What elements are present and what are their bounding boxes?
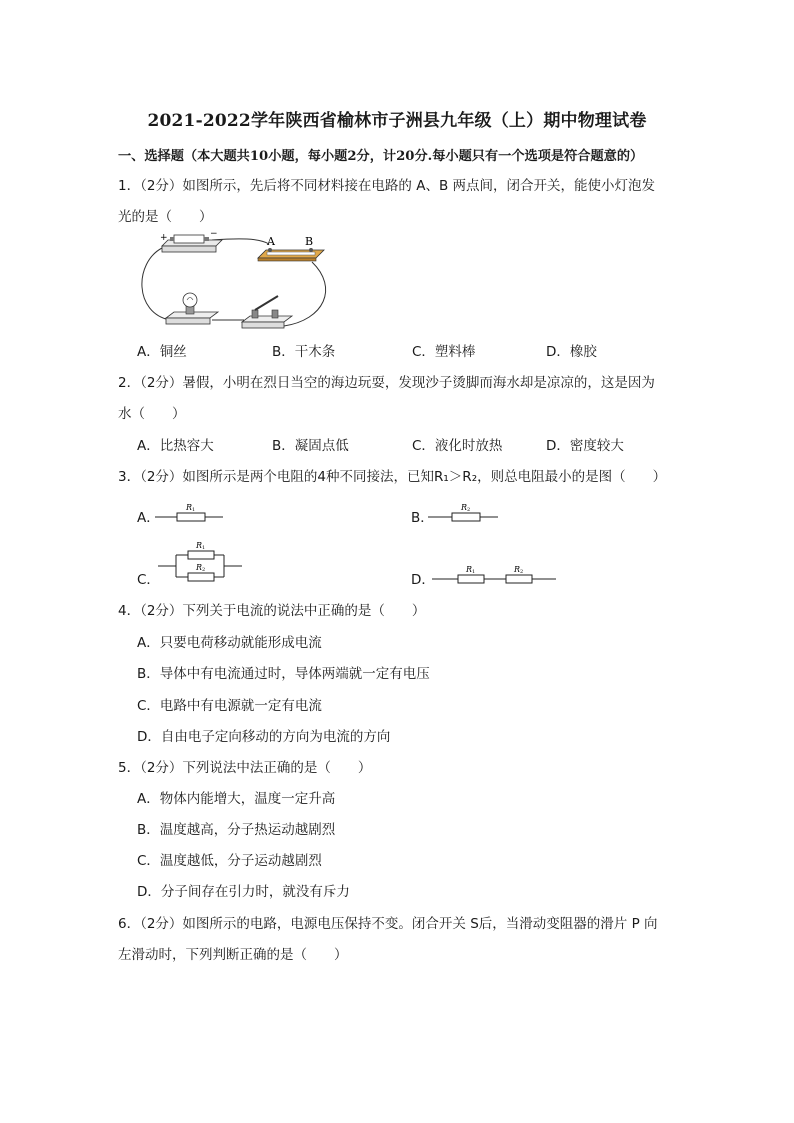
q1-option-d[interactable]: D．橡胶	[546, 344, 597, 360]
q3-diagram-c	[158, 537, 244, 583]
resistor-r1	[177, 513, 205, 521]
q3-option-a[interactable]: A．	[137, 510, 160, 526]
q5-option-a[interactable]: A．物体内能增大，温度一定升高	[137, 791, 336, 807]
q5-stem: 5．（2分）下列说法中法正确的是（ ）	[118, 760, 372, 776]
series-r2-label: R	[514, 565, 521, 574]
q4-option-a[interactable]: A．只要电荷移动就能形成电流	[137, 635, 322, 651]
battery-plus-label: +	[160, 233, 168, 243]
parallel-r2-subscript: 2	[202, 567, 206, 573]
q4-option-c[interactable]: C．电路中有电源就一定有电流	[137, 698, 322, 714]
q1-stem-line1: 1．（2分）如图所示，先后将不同材料接在电路的 A、B 两点间，闭合开关，能使小灯泡发	[118, 178, 656, 194]
q3-option-b[interactable]: B．	[411, 510, 434, 526]
q2-option-d[interactable]: D．密度较大	[546, 438, 624, 454]
q3-option-c[interactable]: C．	[137, 572, 160, 588]
q2-option-a[interactable]: A．比热容大	[137, 438, 214, 454]
parallel-r1-label: R	[196, 541, 203, 550]
point-a-label: A	[267, 235, 275, 248]
light-bulb-icon	[166, 293, 218, 324]
r1-subscript: 1	[192, 507, 196, 513]
series-resistor-r2	[506, 575, 532, 583]
q1-option-c[interactable]: C．塑料棒	[412, 344, 476, 360]
q1-stem-line2: 光的是（ ）	[118, 209, 213, 225]
q4-option-d[interactable]: D．自由电子定向移动的方向为电流的方向	[137, 729, 391, 745]
parallel-resistor-r1	[188, 551, 214, 559]
series-resistor-r1	[458, 575, 484, 583]
q6-stem-line2: 左滑动时，下列判断正确的是（ ）	[118, 947, 348, 963]
series-r1-label: R	[466, 565, 473, 574]
r1-label: R	[186, 503, 193, 512]
q2-option-c[interactable]: C．液化时放热	[412, 438, 503, 454]
q3-diagram-d	[432, 562, 558, 588]
parallel-r1-subscript: 1	[202, 545, 206, 551]
q3-diagram-a	[155, 500, 225, 526]
q1-circuit-figure	[134, 228, 334, 340]
wire-left	[142, 248, 170, 320]
parallel-resistor-r2	[188, 573, 214, 581]
point-b-label: B	[305, 235, 314, 248]
q2-stem-line2: 水（ ）	[118, 406, 186, 422]
q2-option-b[interactable]: B．凝固点低	[272, 438, 349, 454]
q3-diagram-b	[428, 500, 500, 526]
r2-label: R	[461, 503, 468, 512]
battery-minus-label: −	[210, 229, 218, 239]
q5-option-b[interactable]: B．温度越高，分子热运动越剧烈	[137, 822, 336, 838]
q6-stem-line1: 6．（2分）如图所示的电路，电源电压保持不变。闭合开关 S后，当滑动变阻器的滑片 P 向	[118, 916, 658, 932]
q3-stem: 3．（2分）如图所示是两个电阻的4种不同接法，已知R₁＞R₂，则总电阻最小的是图（ ）	[118, 469, 667, 485]
switch-icon	[242, 296, 292, 328]
parallel-r2-label: R	[196, 563, 203, 572]
r2-subscript: 2	[467, 507, 471, 513]
q1-option-b[interactable]: B．干木条	[272, 344, 336, 360]
resistor-r2	[452, 513, 480, 521]
series-r2-subscript: 2	[520, 569, 524, 575]
q5-option-d[interactable]: D．分子间存在引力时，就没有斥力	[137, 884, 350, 900]
page-title: 2021-2022学年陕西省榆林市子洲县九年级（上）期中物理试卷	[147, 111, 647, 131]
q2-stem-line1: 2．（2分）暑假，小明在烈日当空的海边玩耍，发现沙子烫脚而海水却是凉凉的，这是因为	[118, 375, 655, 391]
series-r1-subscript: 1	[472, 569, 476, 575]
test-board-icon	[258, 248, 324, 261]
q1-option-a[interactable]: A．铜丝	[137, 344, 187, 360]
q4-stem: 4．（2分）下列关于电流的说法中正确的是（ ）	[118, 603, 426, 619]
q4-option-b[interactable]: B．导体中有电流通过时，导体两端就一定有电压	[137, 666, 430, 682]
q3-option-d[interactable]: D．	[411, 572, 435, 588]
q5-option-c[interactable]: C．温度越低，分子运动越剧烈	[137, 853, 322, 869]
section-heading: 一、选择题（本大题共10小题，每小题2分，计20分.每小题只有一个选项是符合题意的）	[118, 149, 644, 164]
